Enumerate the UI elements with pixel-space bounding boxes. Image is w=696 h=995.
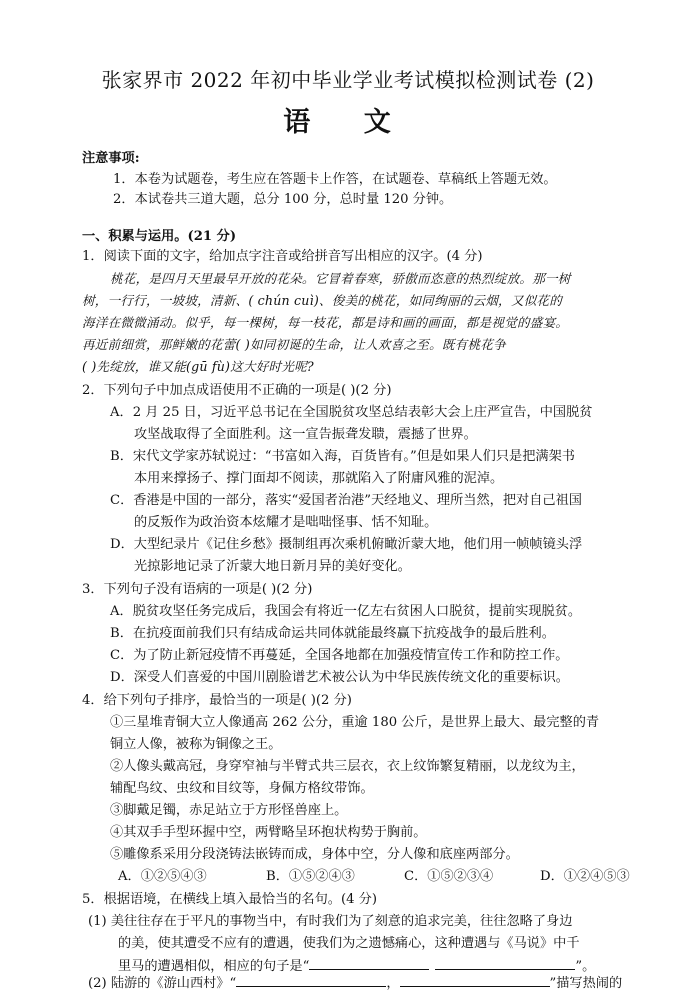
q5-part1-end: ”。: [575, 959, 596, 974]
q5-part1-text: 里马的遭遇相似，相应的句子是“: [118, 959, 310, 974]
q5-part2-end: ”描写热闹的: [549, 976, 623, 991]
q4-choice-c: C．①⑤②③④: [404, 869, 494, 884]
q2-option: D．大型纪录片《记住乡愁》摄制组再次乘机俯瞰沂蒙大地，他们用一帧帧镜头浮: [110, 537, 583, 552]
q2-option-cont: 本用来撑扬子、撑门面却不阅读，那就陷入了附庸风雅的泥淖。: [134, 471, 504, 486]
q4-sentence: ②人像头戴高冠，身穿窄袖与半臂式共三层衣，衣上纹饰繁复精丽，以龙纹为主，: [110, 759, 585, 774]
q2-option: A．2 月 25 日，习近平总书记在全国脱贫攻坚总结表彰大会上庄严宣告，中国脱贫: [110, 405, 593, 420]
q4-sentence-cont: 铜立人像，被称为铜像之王。: [110, 737, 282, 752]
q5-part2-sep: ，: [386, 976, 400, 991]
note-item: 2．本试卷共三道大题，总分 100 分，总时量 120 分钟。: [113, 192, 453, 207]
q1-passage-line: 树，一行行，一坡坡，清新、( chún cuì)、俊美的桃花，如同绚丽的云烟，又似花的: [82, 293, 563, 308]
answer-blank[interactable]: [236, 972, 386, 987]
q2-option: B．宋代文学家苏轼说过：“书富如入海，百货皆有。”但是如果人们只是把满架书: [110, 449, 575, 464]
q1-passage-line: 海洋在微微涌动。似乎，每一棵树，每一枝花，都是诗和画的画面，都是视觉的盛宴。: [82, 315, 569, 330]
q2-option-cont: 的反叛作为政治资本炫耀才是咄咄怪事、恬不知耻。: [134, 515, 438, 530]
notes-heading: 注意事项:: [82, 151, 140, 166]
q4-sentence-cont: 辅配鸟纹、虫纹和目纹等，身佩方格纹带饰。: [110, 781, 374, 796]
q1-stem: 1．阅读下面的文字，给加点字注音或给拼音写出相应的汉字。(4 分): [82, 249, 483, 264]
q4-choices: [118, 866, 630, 888]
q5-part2-text: (2) 陆游的《游山西村》“: [88, 976, 237, 991]
q2-option-cont: 攻坚战取得了全面胜利。这一宣告振聋发聩，震撼了世界。: [134, 427, 477, 442]
note-item: 1．本卷为试题卷，考生应在答题卡上作答，在试题卷、草稿纸上答题无效。: [113, 172, 557, 187]
answer-blank[interactable]: [400, 972, 550, 987]
q1-passage-line: ( )先绽放，谁又能(gū fù)这大好时光呢?: [82, 359, 314, 374]
q5-part2-line-cut: [118, 982, 580, 983]
q3-option: C．为了防止新冠疫情不再蔓延，全国各地都在加强疫情宣传工作和防控工作。: [110, 648, 569, 663]
q5-stem: 5．根据语境，在横线上填入最恰当的名句。(4 分): [82, 892, 378, 907]
answer-blank[interactable]: [435, 955, 575, 970]
q2-option: C．香港是中国的一部分，落实“爱国者治港”天经地义、理所当然，把对自己祖国: [110, 493, 582, 508]
q3-option: B．在抗疫面前我们只有结成命运共同体就能最终赢下抗疫战争的最后胜利。: [110, 626, 555, 641]
q2-option-cont: 光掠影地记录了沂蒙大地日新月异的美好变化。: [134, 559, 411, 574]
q4-stem: 4．给下列句子排序，最恰当的一项是( )(2 分): [82, 693, 352, 708]
q4-choice-b: B．①⑤②④③: [266, 869, 355, 884]
exam-title: 张家界市 2022 年初中毕业学业考试模拟检测试卷 (2): [101, 68, 595, 92]
q3-option: D．深受人们喜爱的中国川剧脸谱艺术被公认为中华民族传统文化的重要标识。: [110, 670, 569, 685]
q4-choice-d: D．①②④⑤③: [540, 869, 630, 884]
subject-title: 语 文: [283, 107, 413, 138]
q5-part1-line: (1) 美往往存在于平凡的事物当中，有时我们为了刻意的追求完美，往往忽略了身边: [88, 914, 573, 929]
q4-choice-a: A．①②⑤④③: [118, 869, 207, 884]
q1-passage-line: 桃花，是四月天里最早开放的花朵。它冒着春寒，骄傲而恣意的热烈绽放。那一树: [110, 271, 571, 286]
section-heading: 一、积累与运用。(21 分): [82, 229, 237, 244]
q4-sentence: ③脚戴足镯，赤足站立于方形怪兽座上。: [110, 803, 348, 818]
q2-stem: 2．下列句子中加点成语使用不正确的一项是( )(2 分): [82, 383, 392, 398]
q1-passage-line: 再近前细赏，那鲜嫩的花蕾( )如同初诞的生命，让人欢喜之至。既有桃花争: [82, 337, 506, 352]
answer-blank[interactable]: [309, 955, 429, 970]
q4-sentence: ⑤雕像系采用分段浇铸法嵌铸而成，身体中空，分人像和底座两部分。: [110, 847, 519, 862]
q3-stem: 3．下列句子没有语病的一项是( )(2 分): [82, 582, 313, 597]
q3-option: A．脱贫攻坚任务完成后，我国会有将近一亿左右贫困人口脱贫，提前实现脱贫。: [110, 604, 582, 619]
q5-part1-line: 的美，使其遭受不应有的遭遇，使我们为之遗憾痛心，这种遭遇与《马说》中千: [118, 936, 580, 951]
q4-sentence: ④其双手手型环握中空，两臂略呈环抱状构势于胸前。: [110, 825, 427, 840]
q4-sentence: ①三星堆青铜大立人像通高 262 公分，重逾 180 公斤，是世界上最大、最完整的青: [110, 715, 600, 730]
